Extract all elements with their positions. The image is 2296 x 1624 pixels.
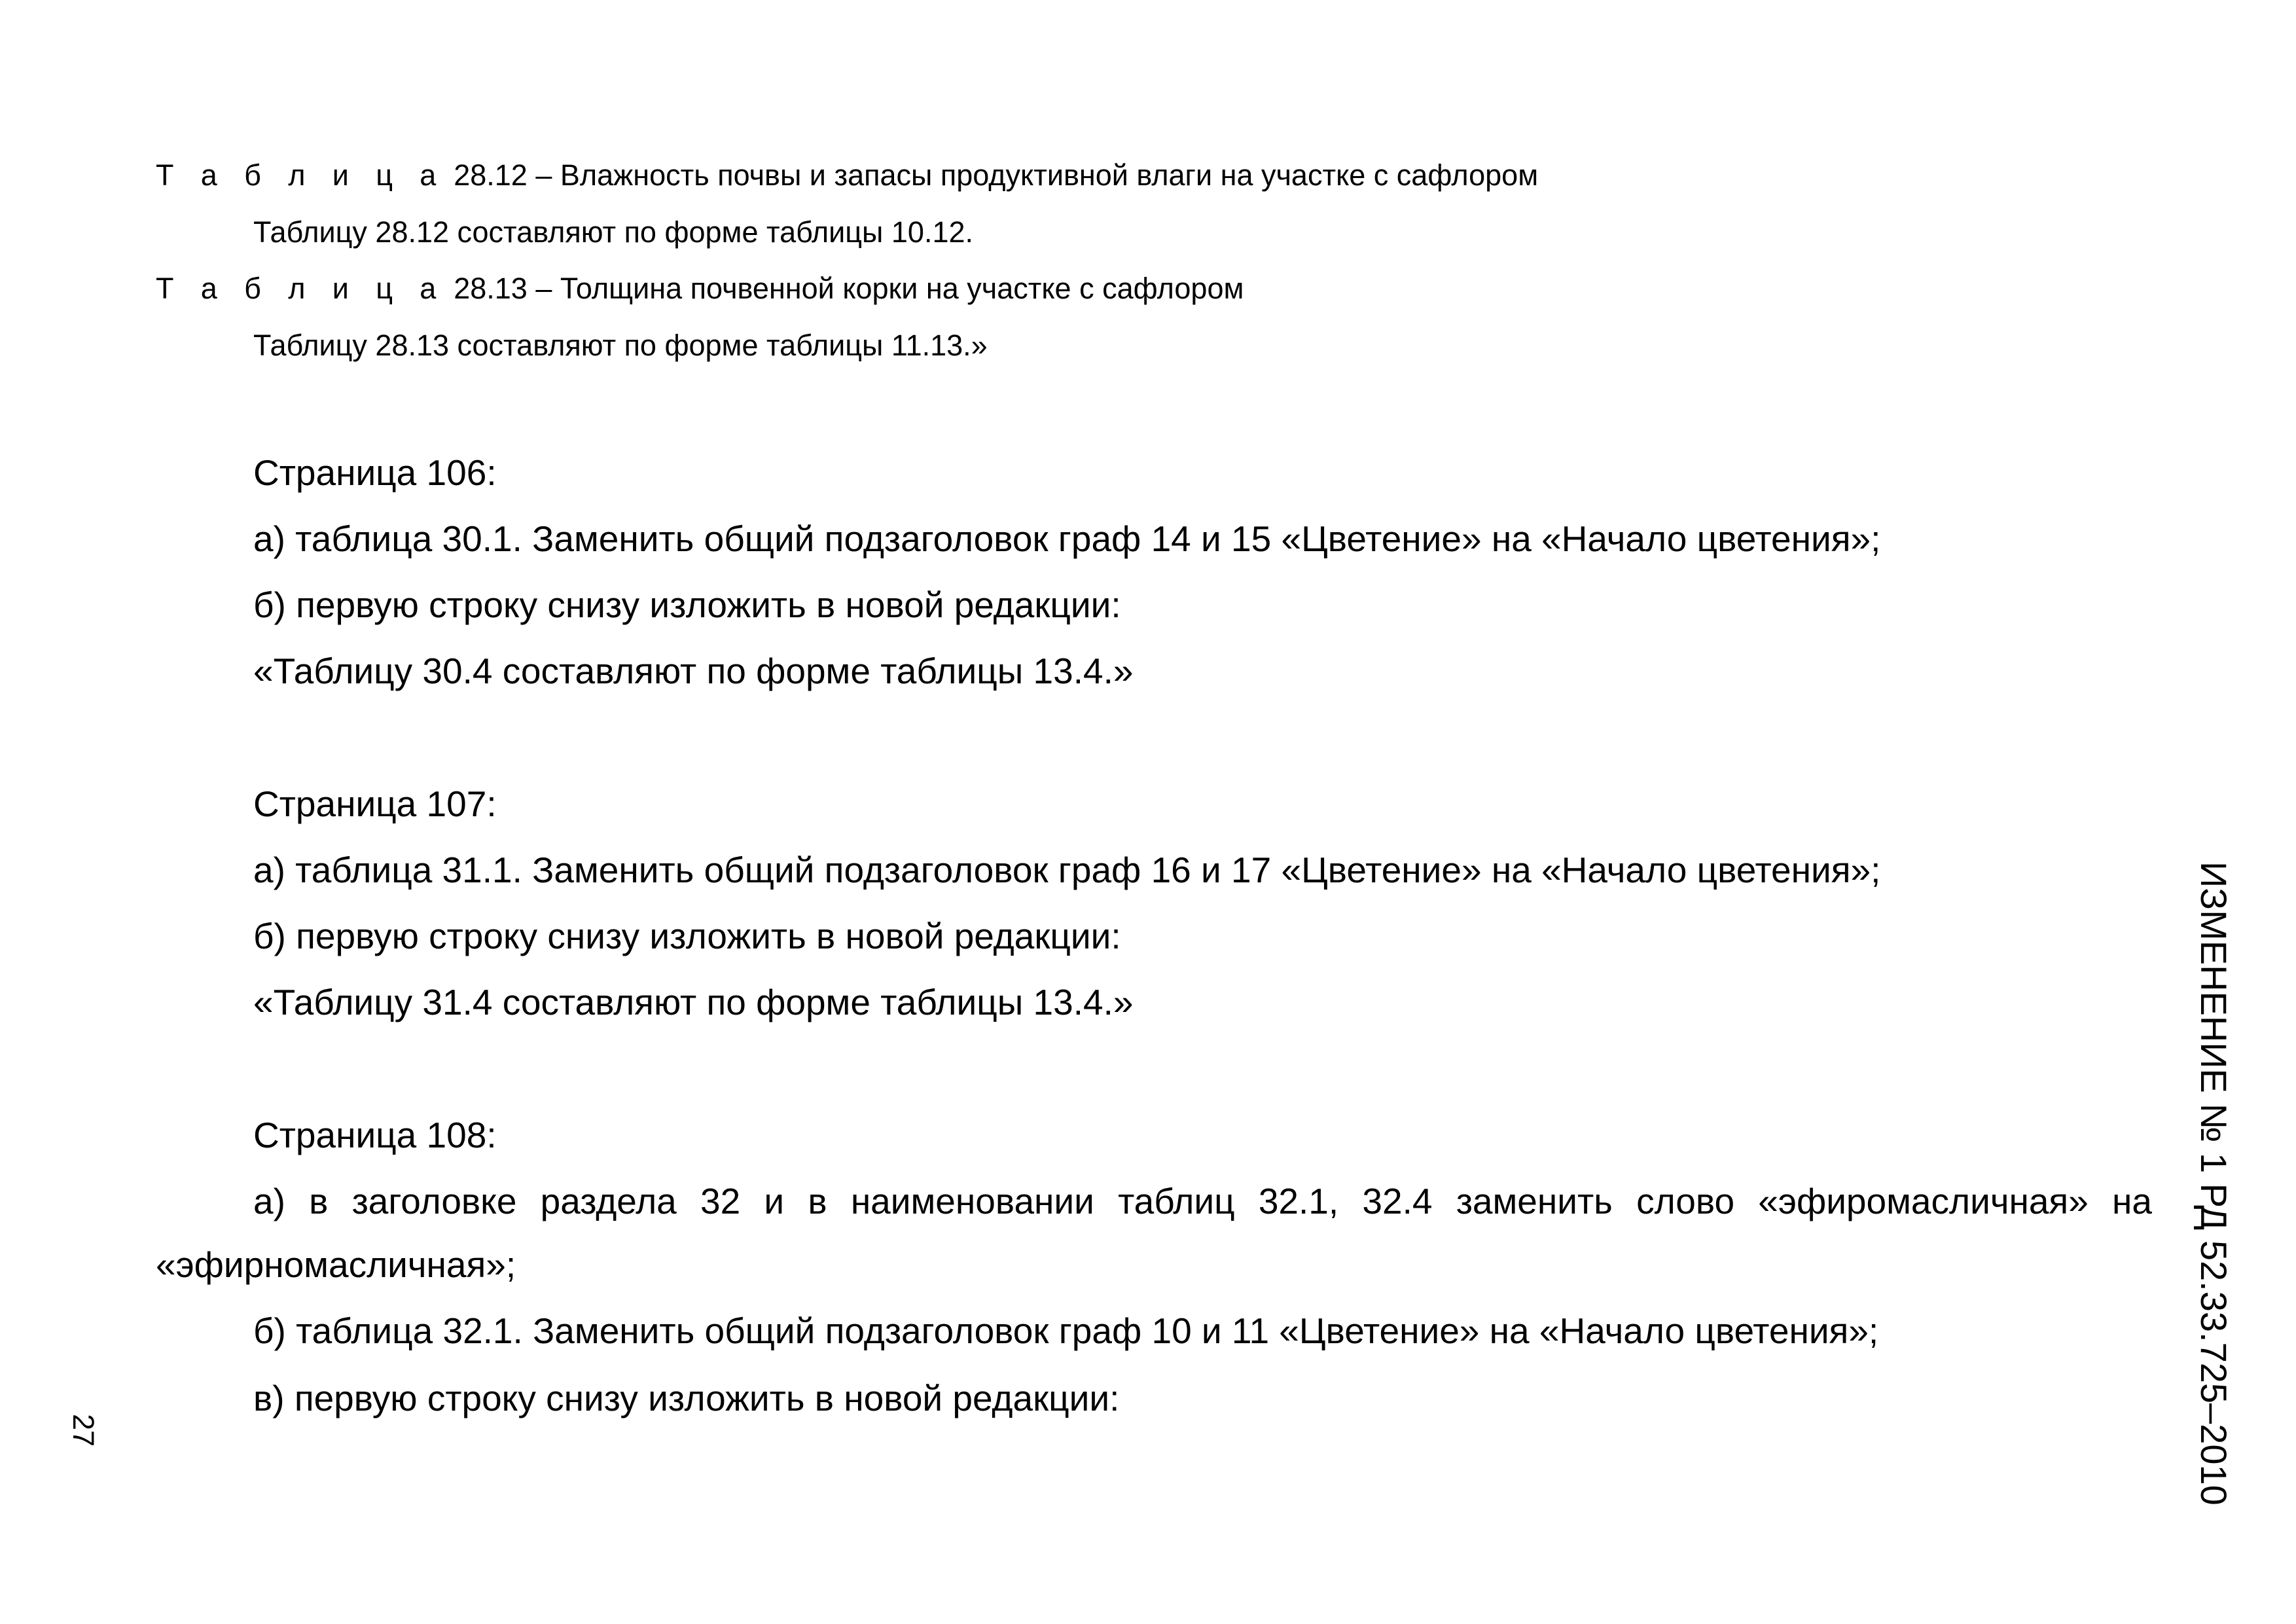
table-28-12-caption [156, 160, 1538, 190]
page-107-heading: Страница 107: [253, 784, 497, 824]
page-107-item-a: а) таблица 31.1. Заменить общий подзаголовок граф 16 и 17 «Цветение» на «Начало цветения»; [253, 850, 1881, 890]
table-title: 28.12 – Влажность почвы и запасы продуктивной влаги на участке с сафлором [454, 158, 1539, 192]
item-a-text: а) в заголовке раздела 32 и в наименовании таблиц 32.1, 32.4 заменить слово «эфиромасличная» на [253, 1181, 2152, 1221]
page-107-quote: «Таблицу 31.4 составляют по форме таблицы 13.4.» [253, 982, 1134, 1022]
page-108-heading: Страница 108: [253, 1115, 497, 1155]
page-107-item-b: б) первую строку снизу изложить в новой редакции: [253, 916, 1121, 956]
table-prefix: Т а б л и ц а [156, 272, 446, 305]
side-header: ИЗМЕНЕНИЕ № 1 РД 52.33.725–2010 [2193, 861, 2234, 1506]
table-prefix: Т а б л и ц а [156, 158, 446, 192]
page-106-heading: Страница 106: [253, 452, 497, 493]
page-108-item-a-cont: «эфирномасличная»; [156, 1244, 516, 1285]
page-108-item-b: б) таблица 32.1. Заменить общий подзаголовок граф 10 и 11 «Цветение» на «Начало цветения»; [253, 1310, 1879, 1351]
page-106-item-a: а) таблица 30.1. Заменить общий подзаголовок граф 14 и 15 «Цветение» на «Начало цветения»; [253, 518, 1881, 559]
page-106-quote: «Таблицу 30.4 составляют по форме таблицы 13.4.» [253, 651, 1134, 691]
table-title: 28.13 – Толщина почвенной корки на участке с сафлором [454, 272, 1244, 305]
table-28-12-note: Таблицу 28.12 составляют по форме таблицы 10.12. [253, 215, 974, 249]
page-106-item-b: б) первую строку снизу изложить в новой редакции: [253, 585, 1121, 625]
table-28-13-caption [156, 274, 1244, 303]
page-number: 27 [67, 1414, 100, 1447]
table-28-13-note: Таблицу 28.13 составляют по форме таблицы 11.13.» [253, 329, 988, 362]
page-108-item-a [156, 1183, 2152, 1219]
page-108-item-c: в) первую строку снизу изложить в новой редакции: [253, 1378, 1120, 1418]
